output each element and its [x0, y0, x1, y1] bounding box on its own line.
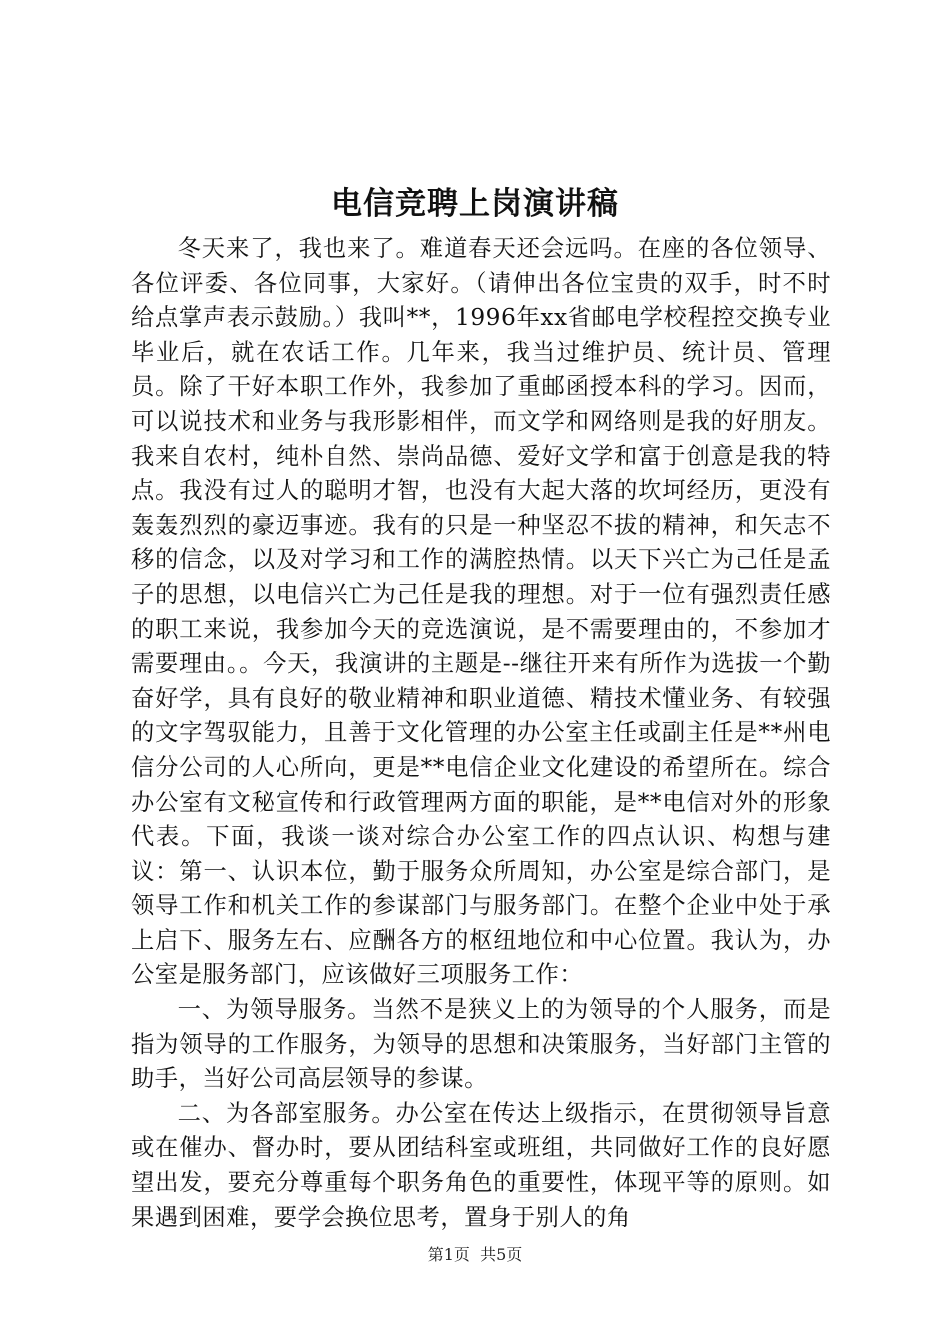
page-number: 第1页: [427, 1245, 470, 1264]
paragraph-serve-departments: 二、为各部室服务。办公室在传达上级指示，在贯彻领导旨意或在催办、督办时，要从团结科室或班组，共同做好工作的良好愿望出发，要充分尊重每个职务角色的重要性，体现平等的原则。如果遇到困难，要学会换位思考，置身于别人的角: [131, 1099, 831, 1231]
paragraph-intro: 冬天来了，我也来了。难道春天还会远吗。在座的各位领导、各位评委、各位同事，大家好。（请伸出各位宝贵的双手，时不时给点掌声表示鼓励。）我叫**，1996年xx省邮电学校程控交换专业毕业后，就在农话工作。几年来，我当过维护员、统计员、管理员。除了干好本职工作外，我参加了重邮函授本科的学习。因而，可以说技术和业务与我形影相伴，而文学和网络则是我的好朋友。我来自农村，纯朴自然、崇尚品德、爱好文学和富于创意是我的特点。我没有过人的聪明才智，也没有大起大落的坎坷经历，更没有轰轰烈烈的豪迈事迹。我有的只是一种坚忍不拔的精神，和矢志不移的信念，以及对学习和工作的满腔热情。以天下兴亡为己任是孟子的思想，以电信兴亡为己任是我的理想。对于一位有强烈责任感的职工来说，我参加今天的竞选演说，是不需要理由的，不参加才需要理由。。今天，我演讲的主题是--继往开来有所作为选拔一个勤奋好学，具有良好的敬业精神和职业道德、精技术懂业务、有较强的文字驾驭能力，且善于文化管理的办公室主任或副主任是**州电信分公司的人心所向，更是**电信企业文化建设的希望所在。综合办公室有文秘宣传和行政管理两方面的职能，是**电信对外的形象代表。下面，我谈一谈对综合办公室工作的四点认识、构想与建议：第一、认识本位，勤于服务众所周知，办公室是综合部门，是领导工作和机关工作的参谋部门与服务部门。在整个企业中处于承上启下、服务左右、应酬各方的枢纽地位和中心位置。我认为，办公室是服务部门，应该做好三项服务工作：: [131, 235, 831, 989]
page-footer: [0, 1244, 950, 1266]
page-total: 共5页: [480, 1245, 523, 1264]
footer-separator: [470, 1245, 480, 1264]
document-body: [131, 232, 831, 1235]
document-title: 电信竞聘上岗演讲稿: [331, 186, 619, 222]
paragraph-serve-leaders: 一、为领导服务。当然不是狭义上的为领导的个人服务，而是指为领导的工作服务，为领导的思想和决策服务，当好部门主管的助手，当好公司高层领导的参谋。: [131, 996, 831, 1093]
